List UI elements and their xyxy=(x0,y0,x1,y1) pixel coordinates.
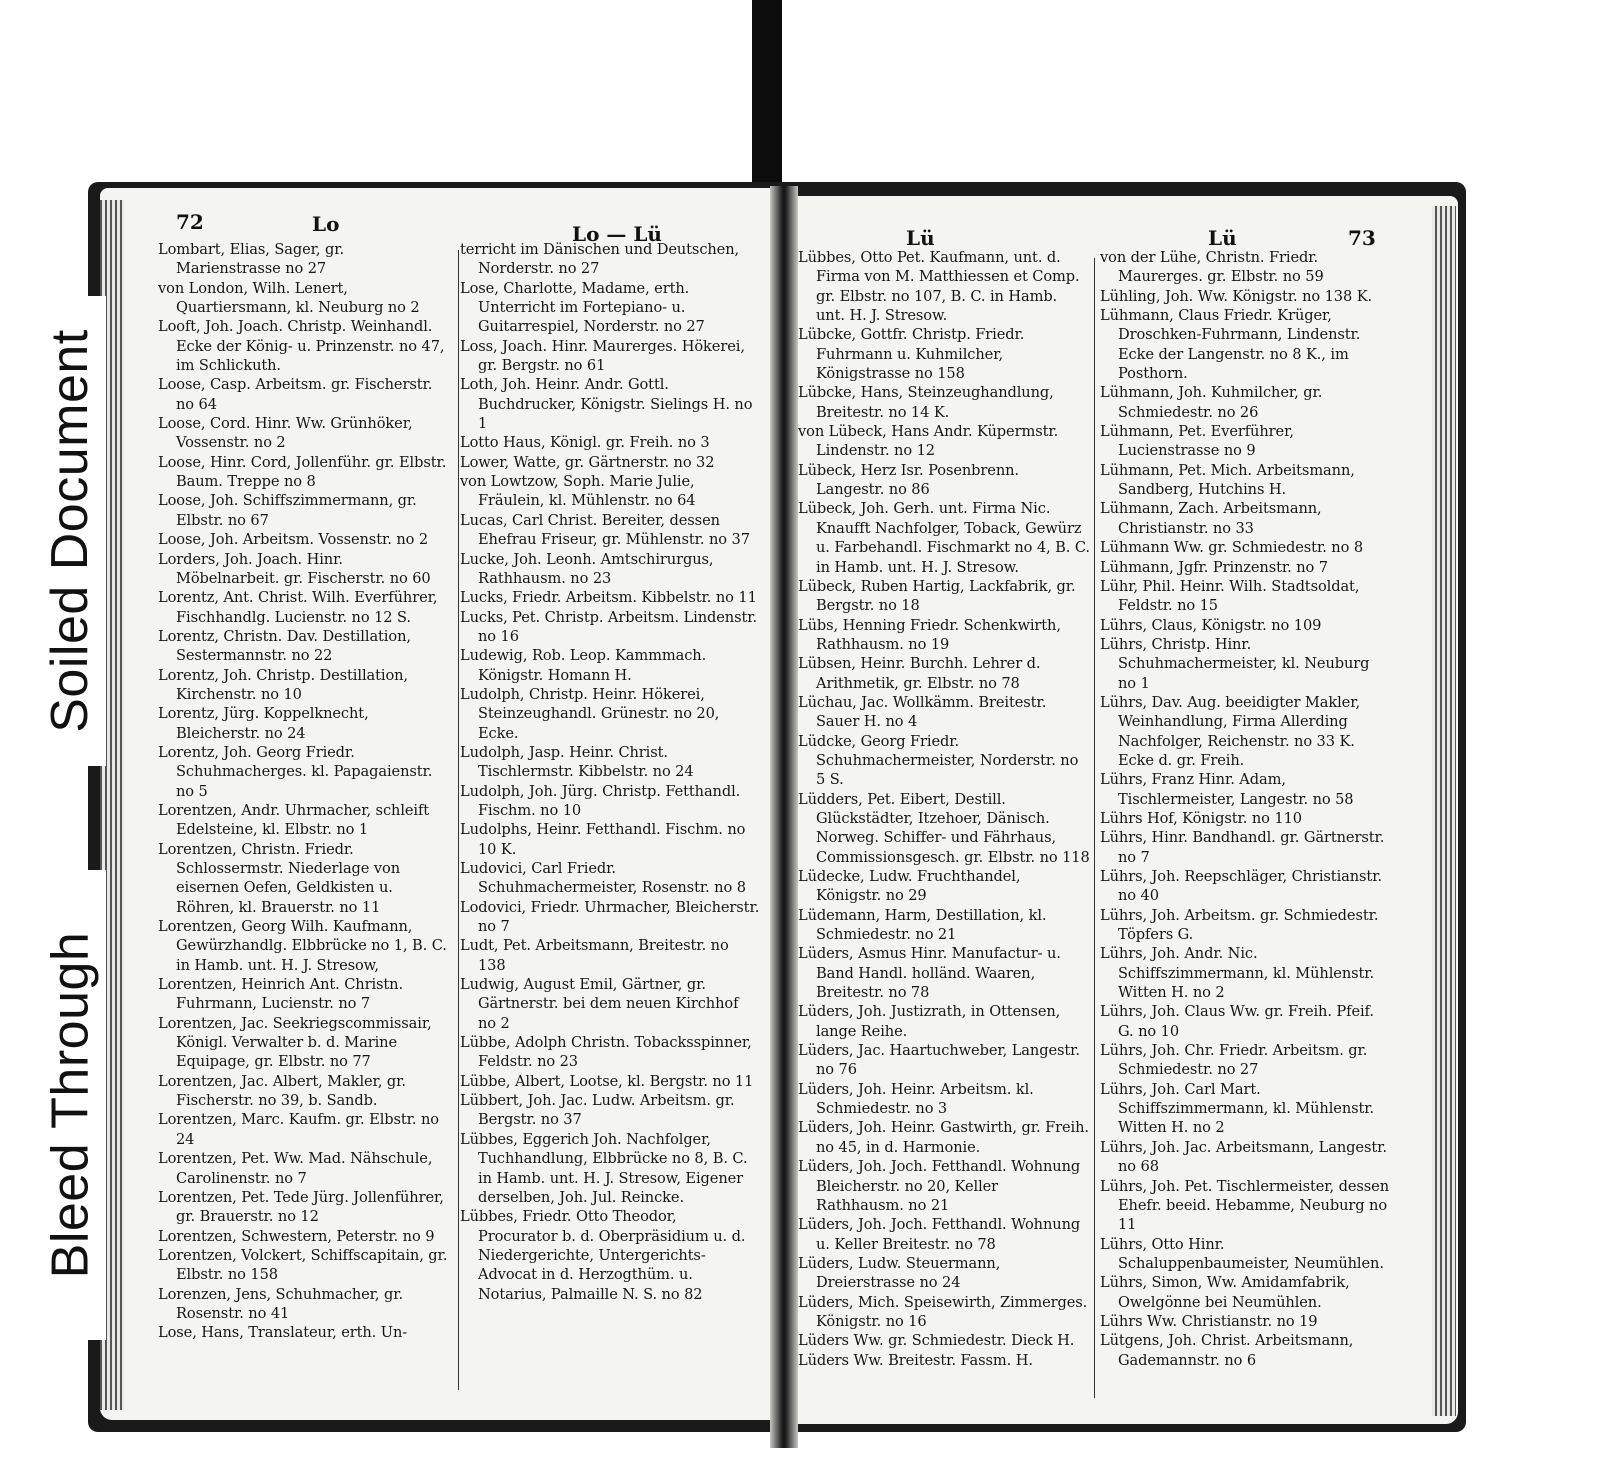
directory-entry: Lühr, Phil. Heinr. Wilh. Stadtsoldat, Feldstr. no 15 xyxy=(1100,577,1360,615)
directory-entry: Loose, Hinr. Cord, Jollenführ. gr. Elbstr. Baum. Treppe no 8 xyxy=(158,453,447,491)
page-edges-right xyxy=(1432,206,1456,1416)
directory-entry: Lose, Charlotte, Madame, erth. Unterricht im Fortepiano- u. Guitarrespiel, Norderstr. no 27 xyxy=(460,279,705,336)
directory-entry: Lorentzen, Pet. Tede Jürg. Jollenführer, gr. Brauerstr. no 12 xyxy=(158,1188,444,1226)
directory-entry: Lüders, Joh. Heinr. Arbeitsm. kl. Schmiedestr. no 3 xyxy=(798,1080,1034,1118)
soiled-document-text: Soiled Document xyxy=(41,329,99,733)
directory-entry: Lodovici, Friedr. Uhrmacher, Bleicherstr. no 7 xyxy=(460,898,760,936)
directory-entry: Lorentz, Joh. Christp. Destillation, Kirchenstr. no 10 xyxy=(158,666,408,703)
directory-entry: Lühling, Joh. Ww. Königstr. no 138 K. xyxy=(1100,287,1373,305)
directory-entry: Lühmann Ww. gr. Schmiedestr. no 8 xyxy=(1100,539,1363,557)
directory-entry: Lührs, Joh. Reepschläger, Christianstr. no 40 xyxy=(1100,868,1383,905)
directory-entry: Ludwig, August Emil, Gärtner, gr. Gärtnerstr. bei dem neuen Kirchhof no 2 xyxy=(460,976,739,1032)
directory-entry: Lührs, Joh. Arbeitsm. gr. Schmiedestr. Töpfers G. xyxy=(1100,906,1379,944)
directory-entry: Lorentzen, Pet. Ww. Mad. Nähschule, Carolinenstr. no 7 xyxy=(158,1150,433,1187)
running-head-right: Lü xyxy=(1208,226,1237,250)
column-divider xyxy=(1094,258,1095,1398)
directory-entry: Loose, Joh. Arbeitsm. Vossenstr. no 2 xyxy=(158,531,429,549)
directory-entry: Lüders, Joh. Justizrath, in Ottensen, lange Reihe. xyxy=(798,1003,1061,1040)
directory-entry: Lübbes, Otto Pet. Kaufmann, unt. d. Firma von M. Matthiessen et Comp. gr. Elbstr. no 107, B. C. in Hamb. unt. H. J. Stresow. xyxy=(798,249,1080,325)
directory-entry: Lorentz, Christn. Dav. Destillation, Sestermannstr. no 22 xyxy=(158,627,411,665)
directory-entry: Lotto Haus, Königl. gr. Freih. no 3 xyxy=(460,434,710,452)
right-page xyxy=(788,196,1458,1424)
directory-entry: Lombart, Elias, Sager, gr. Marienstrasse no 27 xyxy=(158,241,345,278)
directory-entry: Lüders, Jac. Haartuchweber, Langestr. no 76 xyxy=(798,1042,1080,1079)
directory-entry: von London, Wilh. Lenert, Quartiersmann, kl. Neuburg no 2 xyxy=(158,279,420,317)
directory-entry: Lorentzen, Marc. Kaufm. gr. Elbstr. no 24 xyxy=(158,1111,439,1148)
directory-column-2 xyxy=(460,240,760,1400)
column-divider xyxy=(458,250,459,1390)
directory-entry: Lührs, Christp. Hinr. Schuhmachermeister, kl. Neuburg no 1 xyxy=(1100,635,1370,692)
directory-entry: Lüders, Mich. Speisewirth, Zimmerges. Königstr. no 16 xyxy=(798,1293,1088,1330)
directory-entry: Lütgens, Joh. Christ. Arbeitsmann, Gademannstr. no 6 xyxy=(1100,1332,1354,1369)
directory-entry: Lübbe, Albert, Lootse, kl. Bergstr. no 11 xyxy=(460,1072,754,1090)
left-page xyxy=(100,188,786,1420)
directory-entry: Lührs, Simon, Ww. Amidamfabrik, Owelgönne bei Neumühlen. xyxy=(1100,1274,1350,1311)
directory-entry: Ludolph, Joh. Jürg. Christp. Fetthandl. Fischm. no 10 xyxy=(460,782,741,819)
directory-entry: Lühmann, Pet. Mich. Arbeitsmann, Sandberg, Hutchins H. xyxy=(1100,461,1355,499)
directory-entry: Lübs, Henning Friedr. Schenkwirth, Rathhausm. no 19 xyxy=(798,616,1061,653)
directory-entry: Lührs Hof, Königstr. no 110 xyxy=(1100,809,1302,827)
directory-entry: Lührs Ww. Christianstr. no 19 xyxy=(1100,1312,1318,1330)
directory-entry: von Lübeck, Hans Andr. Küpermstr. Lindenstr. no 12 xyxy=(798,423,1059,460)
bleed-through-text: Bleed Through xyxy=(41,931,99,1279)
directory-entry: Loose, Joh. Schiffszimmermann, gr. Elbstr. no 67 xyxy=(158,492,417,529)
directory-entry: Ludolph, Jasp. Heinr. Christ. Tischlermstr. Kibbelstr. no 24 xyxy=(460,743,694,781)
directory-entry: Lorenzen, Jens, Schuhmacher, gr. Rosenstr. no 41 xyxy=(158,1285,404,1322)
directory-entry: Lührs, Hinr. Bandhandl. gr. Gärtnerstr. no 7 xyxy=(1100,829,1385,866)
directory-entry: Lührs, Franz Hinr. Adam, Tischlermeister, Langestr. no 58 xyxy=(1100,771,1354,808)
directory-entry: Looft, Joh. Joach. Christp. Weinhandl. Ecke der König- u. Prinzenstr. no 47, im Schlickuth. xyxy=(158,318,445,375)
page-number-right: 73 xyxy=(1348,226,1376,250)
directory-entry: Lorentzen, Christn. Friedr. Schlossermstr. Niederlage von eisernen Oefen, Geldkisten u. Röhren, kl. Brauerstr. no 11 xyxy=(158,840,401,916)
directory-entry: Lührs, Joh. Chr. Friedr. Arbeitsm. gr. Schmiedestr. no 27 xyxy=(1100,1042,1368,1079)
running-head-right-left: Lü xyxy=(906,226,935,250)
spine-strip xyxy=(752,0,782,210)
directory-entry: Lüdemann, Harm, Destillation, kl. Schmiedestr. no 21 xyxy=(798,906,1047,944)
directory-entry: Lührs, Claus, Königstr. no 109 xyxy=(1100,616,1322,634)
directory-entry: Lüders, Joh. Joch. Fetthandl. Wohnung u. Keller Breitestr. no 78 xyxy=(798,1216,1081,1253)
directory-entry: Lühmann, Zach. Arbeitsmann, Christianstr. no 33 xyxy=(1100,500,1322,537)
directory-entry: Lühmann, Joh. Kuhmilcher, gr. Schmiedestr. no 26 xyxy=(1100,384,1323,421)
directory-entry: Lübbes, Friedr. Otto Theodor, Procurator b. d. Oberpräsidium u. d. Niedergerichte, Untergerichts-Advocat in d. Herzogthüm. u. Notarius, Palmaille N. S. no 82 xyxy=(460,1208,746,1303)
directory-entry: Lucke, Joh. Leonh. Amtschirurgus, Rathhausm. no 23 xyxy=(460,550,714,587)
directory-entry: Lübbes, Eggerich Joh. Nachfolger, Tuchhandlung, Elbbrücke no 8, B. C. in Hamb. unt. H. J. Stresow, Eigener derselben, Joh. Jul. Reincke. xyxy=(460,1130,748,1206)
book-gutter xyxy=(770,186,798,1448)
directory-entry: terricht im Dänischen und Deutschen, Norderstr. no 27 xyxy=(460,241,740,278)
directory-entry: Ludt, Pet. Arbeitsmann, Breitestr. no 138 xyxy=(460,937,729,974)
directory-entry: Lühmann, Jgfr. Prinzenstr. no 7 xyxy=(1100,558,1328,576)
directory-entry: Lorentzen, Jac. Albert, Makler, gr. Fischerstr. no 39, b. Sandb. xyxy=(158,1072,406,1110)
directory-entry: Lübbe, Adolph Christn. Tobacksspinner, Feldstr. no 23 xyxy=(460,1034,752,1071)
directory-entry: Lucas, Carl Christ. Bereiter, dessen Ehefrau Friseur, gr. Mühlenstr. no 37 xyxy=(460,511,750,549)
directory-entry: Lübbert, Joh. Jac. Ludw. Arbeitsm. gr. Bergstr. no 37 xyxy=(460,1092,735,1129)
directory-entry: Lorentzen, Andr. Uhrmacher, schleift Edelsteine, kl. Elbstr. no 1 xyxy=(158,801,430,839)
directory-entry: Lüdecke, Ludw. Fruchthandel, Königstr. no 29 xyxy=(798,868,1021,905)
directory-entry: Lorentz, Joh. Georg Friedr. Schuhmacherges. kl. Papagaienstr. no 5 xyxy=(158,743,433,800)
directory-entry: Lührs, Joh. Andr. Nic. Schiffszimmermann, kl. Mühlenstr. Witten H. no 2 xyxy=(1100,945,1375,1002)
directory-entry: Lüders Ww. Breitestr. Fassm. H. xyxy=(798,1351,1033,1369)
directory-entry: Lorentz, Jürg. Koppelknecht, Bleicherstr. no 24 xyxy=(158,705,369,742)
directory-column-3 xyxy=(798,248,1090,1408)
directory-entry: Lorentz, Ant. Christ. Wilh. Everführer, Fischhandlg. Lucienstr. no 12 S. xyxy=(158,589,438,626)
directory-entry: Lührs, Otto Hinr. Schaluppenbaumeister, Neumühlen. xyxy=(1100,1235,1384,1272)
directory-entry: Lorentzen, Schwestern, Peterstr. no 9 xyxy=(158,1227,435,1245)
directory-entry: Lorentzen, Heinrich Ant. Christn. Fuhrmann, Lucienstr. no 7 xyxy=(158,976,404,1013)
directory-entry: Lucks, Friedr. Arbeitsm. Kibbelstr. no 11 xyxy=(460,589,757,607)
directory-entry: Lüders, Ludw. Steuermann, Dreierstrasse no 24 xyxy=(798,1254,1001,1292)
directory-entry: Lüders, Joh. Joch. Fetthandl. Wohnung Bleicherstr. no 20, Keller Rathhausm. no 21 xyxy=(798,1158,1081,1214)
directory-entry: Lübeck, Herz Isr. Posenbrenn. Langestr. no 86 xyxy=(798,461,1019,499)
directory-entry: Lühmann, Pet. Everführer, Lucienstrasse no 9 xyxy=(1100,423,1294,460)
directory-entry: Lührs, Joh. Pet. Tischlermeister, dessen Ehefr. beeid. Hebamme, Neuburg no 11 xyxy=(1100,1177,1390,1234)
soiled-document-label xyxy=(34,296,106,766)
directory-entry: Lucks, Pet. Christp. Arbeitsm. Lindenstr. no 16 xyxy=(460,608,758,645)
directory-entry: von Lowtzow, Soph. Marie Julie, Fräulein, kl. Mühlenstr. no 64 xyxy=(460,473,696,510)
directory-entry: Loss, Joach. Hinr. Maurerges. Hökerei, gr. Bergstr. no 61 xyxy=(460,337,745,375)
directory-column-4 xyxy=(1100,248,1390,1408)
directory-entry: Ludolphs, Heinr. Fetthandl. Fischm. no 10 K. xyxy=(460,821,746,858)
running-head-left-center: Lo — Lü xyxy=(572,222,662,246)
directory-entry: Ludolph, Christp. Heinr. Hökerei, Steinzeughandl. Grünestr. no 20, Ecke. xyxy=(460,685,720,742)
directory-entry: Lorders, Joh. Joach. Hinr. Möbelnarbeit. gr. Fischerstr. no 60 xyxy=(158,550,431,587)
page-number-left: 72 xyxy=(176,210,204,234)
directory-entry: Lüchau, Jac. Wollkämm. Breitestr. Sauer H. no 4 xyxy=(798,693,1047,731)
directory-entry: Ludovici, Carl Friedr. Schuhmachermeister, Rosenstr. no 8 xyxy=(460,860,746,897)
directory-entry: Lüders, Joh. Heinr. Gastwirth, gr. Freih. no 45, in d. Harmonie. xyxy=(798,1119,1089,1156)
directory-entry: Lübeck, Ruben Hartig, Lackfabrik, gr. Bergstr. no 18 xyxy=(798,577,1076,615)
directory-entry: Ludewig, Rob. Leop. Kammmach. Königstr. Homann H. xyxy=(460,647,707,684)
directory-entry: Lower, Watte, gr. Gärtnerstr. no 32 xyxy=(460,453,715,471)
directory-entry: Lübsen, Heinr. Burchh. Lehrer d. Arithmetik, gr. Elbstr. no 78 xyxy=(798,655,1041,692)
directory-entry: Lührs, Joh. Claus Ww. gr. Freih. Pfeif. G. no 10 xyxy=(1100,1003,1374,1040)
directory-entry: Lorentzen, Volckert, Schiffscapitain, gr. Elbstr. no 158 xyxy=(158,1246,448,1284)
directory-entry: von der Lühe, Christn. Friedr. Maurerges. gr. Elbstr. no 59 xyxy=(1100,249,1324,286)
directory-column-1 xyxy=(158,240,450,1400)
directory-entry: Lührs, Dav. Aug. beeidigter Makler, Weinhandlung, Firma Allerding Nachfolger, Reichenstr. no 33 K. Ecke d. gr. Freih. xyxy=(1100,693,1361,769)
directory-entry: Lühmann, Claus Friedr. Krüger, Droschken-Fuhrmann, Lindenstr. Ecke der Langenstr. no 8 K., im Posthorn. xyxy=(1100,307,1361,383)
directory-entry: Lüdders, Pet. Eibert, Destill. Glückstädter, Itzehoer, Dänisch. Norweg. Schiffer- und Fährhaus, Commissionsgesch. gr. Elbstr. no 118 xyxy=(798,790,1090,866)
directory-entry: Lübcke, Gottfr. Christp. Friedr. Fuhrmann u. Kuhmilcher, Königstrasse no 158 xyxy=(798,326,1025,383)
directory-entry: Loose, Casp. Arbeitsm. gr. Fischerstr. no 64 xyxy=(158,376,433,413)
directory-entry: Loose, Cord. Hinr. Ww. Grünhöker, Vossenstr. no 2 xyxy=(158,415,413,452)
bleed-through-label xyxy=(34,870,106,1340)
directory-entry: Lübcke, Hans, Steinzeughandlung, Breitestr. no 14 K. xyxy=(798,384,1054,421)
directory-entry: Lüdcke, Georg Friedr. Schuhmachermeister, Norderstr. no 5 S. xyxy=(798,732,1079,789)
directory-entry: Lüders Ww. gr. Schmiedestr. Dieck H. xyxy=(798,1332,1075,1350)
directory-entry: Loth, Joh. Heinr. Andr. Gottl. Buchdrucker, Königstr. Sielings H. no 1 xyxy=(460,376,753,433)
directory-entry: Lührs, Joh. Jac. Arbeitsmann, Langestr. no 68 xyxy=(1100,1138,1387,1176)
directory-entry: Lorentzen, Georg Wilh. Kaufmann, Gewürzhandlg. Elbbrücke no 1, B. C. in Hamb. unt. H. J. Stresow, xyxy=(158,918,447,974)
running-head-left: Lo xyxy=(312,212,340,236)
directory-entry: Lübeck, Joh. Gerh. unt. Firma Nic. Knaufft Nachfolger, Toback, Gewürz u. Farbehandl. Fischmarkt no 4, B. C. in Hamb. unt. H. J. Stresow. xyxy=(798,500,1090,576)
directory-entry: Lorentzen, Jac. Seekriegscommissair, Königl. Verwalter b. d. Marine Equipage, gr. Elbstr. no 77 xyxy=(158,1014,432,1071)
directory-entry: Lührs, Joh. Carl Mart. Schiffszimmermann, kl. Mühlenstr. Witten H. no 2 xyxy=(1100,1080,1375,1137)
directory-entry: Lüders, Asmus Hinr. Manufactur- u. Band Handl. holländ. Waaren, Breitestr. no 78 xyxy=(798,945,1061,1002)
directory-entry: Lose, Hans, Translateur, erth. Un- xyxy=(158,1324,408,1342)
